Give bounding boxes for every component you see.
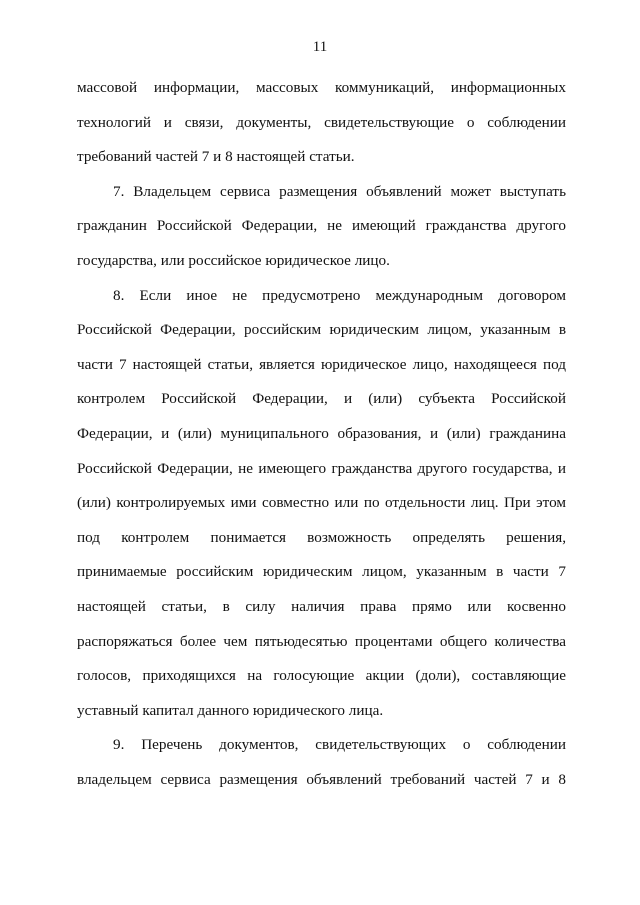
document-body: [77, 71, 566, 797]
text-line: под контролем понимается возможность определять решения,: [77, 528, 566, 546]
text-line: (или) контролируемых ими совместно или по отдельности лиц. При этом: [77, 494, 566, 512]
text-line: настоящей статьи, в силу наличия права прямо или косвенно: [77, 597, 566, 615]
text-line: государства, или российское юридическое лицо.: [77, 251, 390, 269]
text-line: распоряжаться более чем пятьюдесятью процентами общего количества: [77, 632, 566, 650]
text-line: Российской Федерации, российским юридическим лицом, указанным в: [77, 321, 566, 339]
page-number: 11: [312, 39, 328, 55]
text-line: Российской Федерации, не имеющего гражданства другого государства, и: [77, 459, 566, 477]
text-line: технологий и связи, документы, свидетельствующие о соблюдении: [77, 113, 566, 131]
text-line: голосов, приходящихся на голосующие акции (доли), составляющие: [77, 667, 566, 685]
text-line: 7. Владельцем сервиса размещения объявлений может выступать: [113, 182, 566, 200]
text-line: владельцем сервиса размещения объявлений требований частей 7 и 8: [77, 770, 566, 788]
text-line: принимаемые российским юридическим лицом, указанным в части 7: [77, 563, 566, 581]
text-line: части 7 настоящей статьи, является юридическое лицо, находящееся под: [77, 355, 566, 373]
text-line: 9. Перечень документов, свидетельствующих о соблюдении: [113, 736, 566, 754]
text-line: контролем Российской Федерации, и (или) субъекта Российской: [77, 390, 566, 408]
text-line: уставный капитал данного юридического лица.: [77, 701, 384, 719]
text-line: требований частей 7 и 8 настоящей статьи.: [77, 148, 355, 166]
text-line: гражданин Российской Федерации, не имеющий гражданства другого: [77, 217, 566, 235]
text-line: Федерации, и (или) муниципального образования, и (или) гражданина: [77, 424, 566, 442]
text-line: 8. Если иное не предусмотрено международным договором: [113, 286, 566, 304]
text-line: массовой информации, массовых коммуникаций, информационных: [77, 79, 566, 96]
